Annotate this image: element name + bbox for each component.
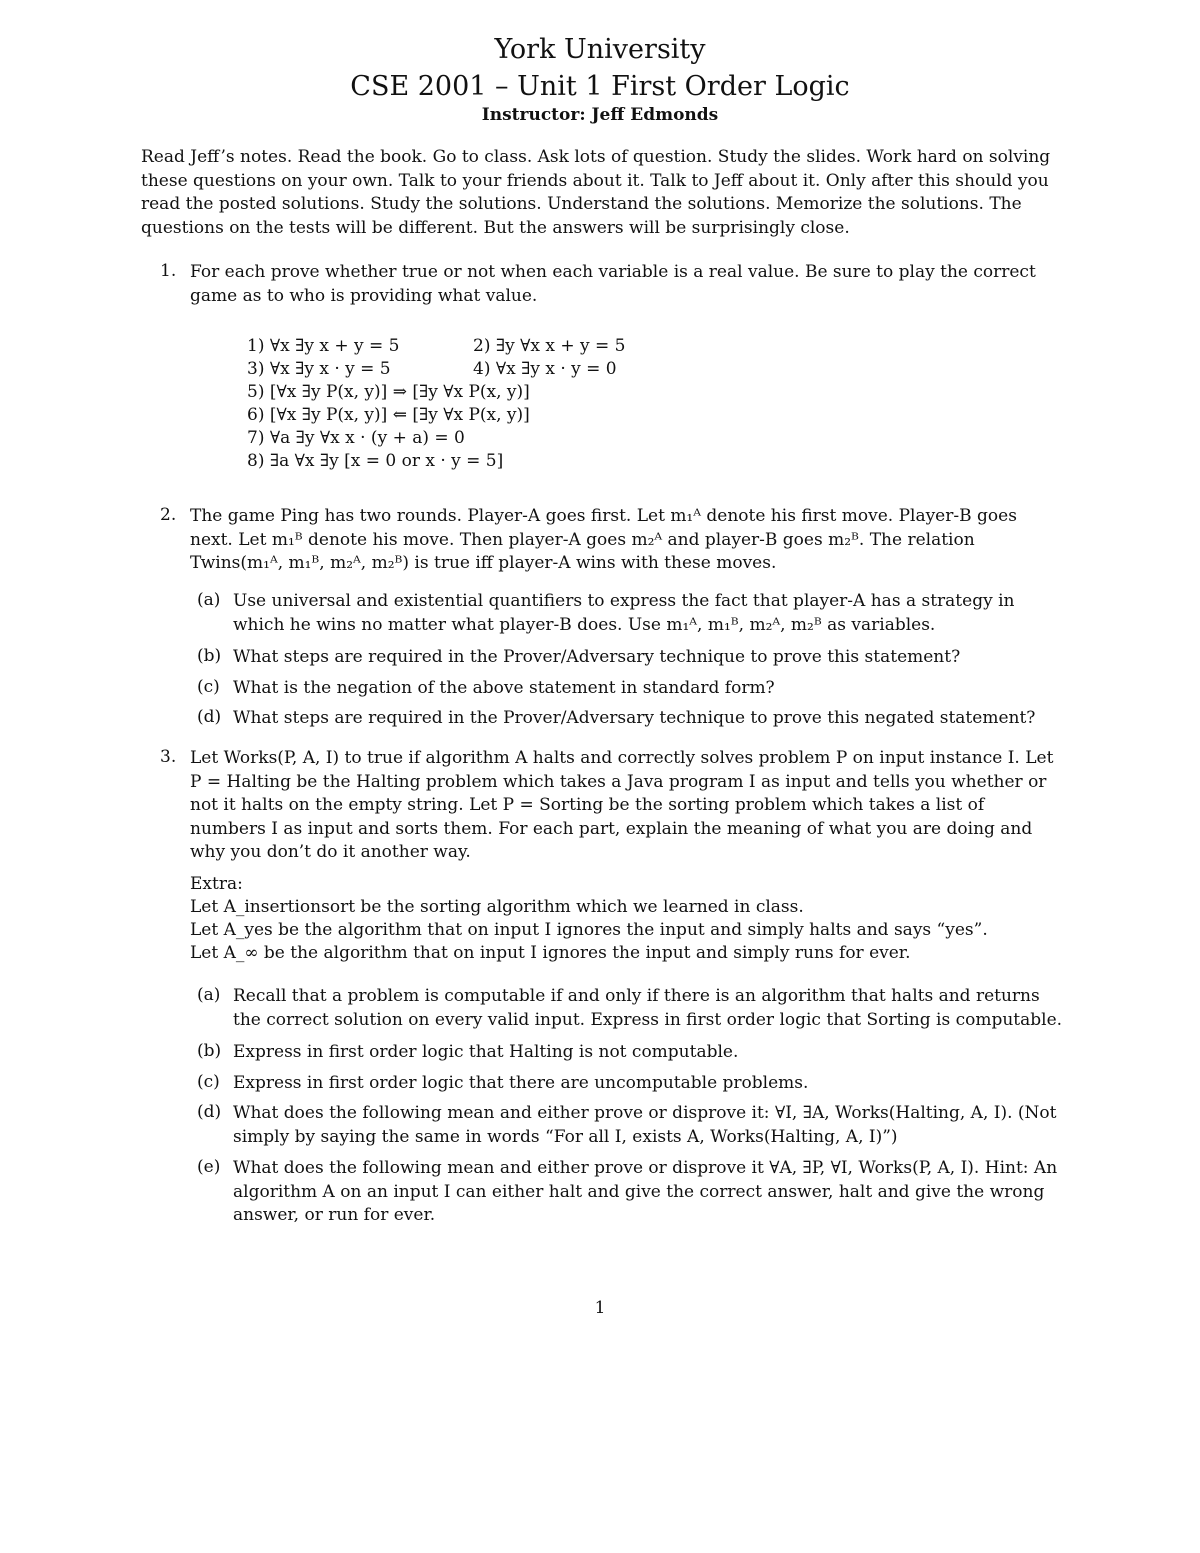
question-1-text: For each prove whether true or not when each variable is a real value. Be sure to play the correct game as to who is providing what value.	[190, 262, 1036, 306]
q2-part-a-text: Use universal and existential quantifiers to express the fact that player-A has a strategy in which he wins no matter what player-B does. Use m₁ᴬ, m₁ᴮ, m₂ᴬ, m₂ᴮ as variables.	[233, 591, 1015, 635]
formula-3: 3) ∀x ∃y x · y = 5	[247, 359, 391, 379]
formula-8: 8) ∃a ∀x ∃y [x = 0 or x · y = 5]	[247, 451, 504, 471]
q3-part-e-text: What does the following mean and either prove or disprove it ∀A, ∃P, ∀I, Works(P, A, I). Hint: An algorithm A on an input I can either halt and give the correct answer, halt and give the wrong answer, or run for ever.	[233, 1158, 1058, 1225]
extra-line-yes: Let A_yes be the algorithm that on input I ignores the input and simply halts and says “yes”.	[190, 920, 988, 940]
instructor-line: Instructor: Jeff Edmonds	[481, 105, 719, 125]
q3-part-d-label: (d)	[197, 1102, 222, 1122]
q2-part-c-text: What is the negation of the above statement in standard form?	[233, 678, 775, 698]
extra-heading: Extra:	[190, 874, 243, 894]
course-title: CSE 2001 – Unit 1 First Order Logic	[350, 71, 850, 102]
formula-4: 4) ∀x ∃y x · y = 0	[473, 359, 617, 379]
q3-part-a-text: Recall that a problem is computable if and only if there is an algorithm that halts and returns the correct solution on every valid input. Express in first order logic that Sorting is computable.	[233, 986, 1063, 1030]
question-2-number: 2.	[160, 505, 177, 525]
q2-part-b-text: What steps are required in the Prover/Adversary technique to prove this statement?	[233, 647, 961, 667]
intro-paragraph: Read Jeff’s notes. Read the book. Go to class. Ask lots of question. Study the slides. Work hard on solving these questions on your own. Talk to your friends about it. Talk to Jeff about it. Only after this should you read the posted solutions. Study the solutions. Understand the solutions. Memorize the solutions. The questions on the tests will be different. But the answers will be surprisingly close.	[141, 147, 1051, 238]
formula-7: 7) ∀a ∃y ∀x x · (y + a) = 0	[247, 428, 465, 448]
formula-5: 5) [∀x ∃y P(x, y)] ⇒ [∃y ∀x P(x, y)]	[247, 382, 530, 402]
q2-part-a-label: (a)	[197, 590, 221, 610]
question-3-text: Let Works(P, A, I) to true if algorithm A halts and correctly solves problem P on input instance I. Let P = Halting be the Halting problem which takes a Java program I as input and tells you whether or not it halts on the empty string. Let P = Sorting be the sorting problem which takes a list of numbers I as input and sorts them. For each part, explain the meaning of what you are doing and why you don’t do it another way.	[190, 748, 1054, 862]
extra-line-infinity: Let A_∞ be the algorithm that on input I ignores the input and simply runs for ever.	[190, 943, 911, 963]
formula-6: 6) [∀x ∃y P(x, y)] ⇐ [∃y ∀x P(x, y)]	[247, 405, 530, 425]
page-number: 1	[594, 1298, 606, 1318]
q3-part-a-label: (a)	[197, 985, 221, 1005]
formula-1: 1) ∀x ∃y x + y = 5	[247, 336, 400, 356]
extra-line-insertionsort: Let A_insertionsort be the sorting algorithm which we learned in class.	[190, 897, 804, 917]
question-3-number: 3.	[160, 747, 177, 767]
q3-part-b-text: Express in first order logic that Halting is not computable.	[233, 1042, 739, 1062]
university-title: York University	[494, 34, 706, 65]
q3-part-c-text: Express in first order logic that there are uncomputable problems.	[233, 1073, 809, 1093]
formula-2: 2) ∃y ∀x x + y = 5	[473, 336, 626, 356]
q2-part-b-label: (b)	[197, 646, 222, 666]
question-1-number: 1.	[160, 261, 177, 281]
q2-part-d-label: (d)	[197, 707, 222, 727]
q3-part-d-text: What does the following mean and either prove or disprove it: ∀I, ∃A, Works(Halting, A, I). (Not simply by saying the same in words “For all I, exists A, Works(Halting, A, I)”)	[233, 1103, 1057, 1147]
q3-part-c-label: (c)	[197, 1072, 220, 1092]
question-2-text: The game Ping has two rounds. Player-A goes first. Let m₁ᴬ denote his first move. Player-B goes next. Let m₁ᴮ denote his move. Then player-A goes m₂ᴬ and player-B goes m₂ᴮ. The relation Twins(m₁ᴬ, m₁ᴮ, m₂ᴬ, m₂ᴮ) is true iff player-A wins with these moves.	[190, 506, 1017, 573]
q3-part-b-label: (b)	[197, 1041, 222, 1061]
q3-part-e-label: (e)	[197, 1157, 221, 1177]
q2-part-c-label: (c)	[197, 677, 220, 697]
q2-part-d-text: What steps are required in the Prover/Adversary technique to prove this negated statement?	[233, 708, 1036, 728]
